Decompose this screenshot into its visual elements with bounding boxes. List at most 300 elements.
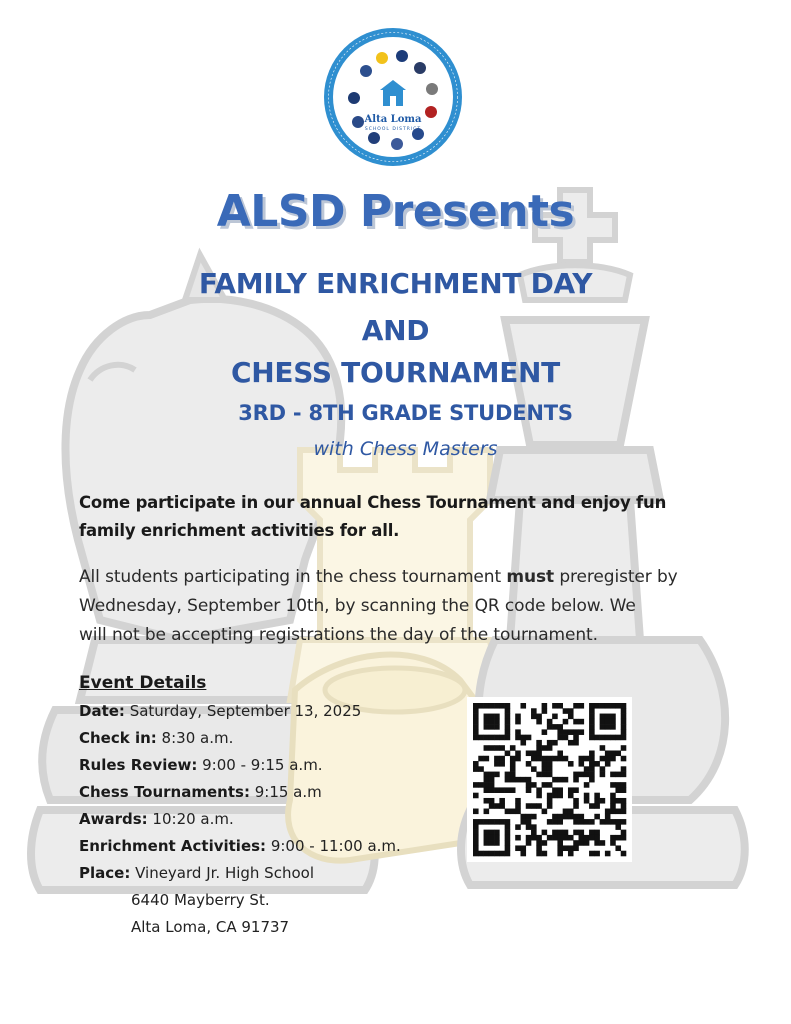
qr-module xyxy=(589,777,595,783)
qr-module xyxy=(484,724,490,730)
qr-module xyxy=(515,735,521,741)
qr-module xyxy=(542,809,548,815)
qr-module xyxy=(557,851,563,857)
qr-module xyxy=(478,851,484,857)
qr-module xyxy=(579,729,585,735)
qr-module xyxy=(494,735,500,741)
qr-module xyxy=(579,761,585,767)
qr-module xyxy=(531,814,537,820)
detail-value: 8:30 a.m. xyxy=(156,729,234,747)
qr-module xyxy=(594,703,600,709)
paragraph-emphasis: must xyxy=(506,567,555,587)
qr-module xyxy=(573,814,579,820)
qr-module xyxy=(610,798,616,804)
event-details xyxy=(79,673,459,941)
qr-module xyxy=(515,750,521,756)
qr-module xyxy=(505,708,511,714)
qr-module xyxy=(547,756,553,762)
qr-module xyxy=(510,787,516,793)
qr-module xyxy=(494,772,500,778)
qr-module xyxy=(605,814,611,820)
qr-module xyxy=(568,708,574,714)
qr-module xyxy=(484,719,490,725)
qr-module xyxy=(473,761,479,767)
qr-module xyxy=(473,714,479,720)
detail-label: Place: xyxy=(79,864,131,882)
qr-module xyxy=(478,766,484,772)
qr-module xyxy=(542,766,548,772)
qr-module xyxy=(484,819,490,825)
detail-label: Chess Tournaments: xyxy=(79,783,250,801)
qr-module xyxy=(510,809,516,815)
qr-module xyxy=(605,761,611,767)
qr-module xyxy=(615,782,621,788)
qr-module xyxy=(547,782,553,788)
paragraph-line-3: will not be accepting registrations the day of the tournament. xyxy=(79,625,598,645)
qr-module xyxy=(520,819,526,825)
qr-module xyxy=(552,819,558,825)
qr-module xyxy=(594,803,600,809)
qr-module xyxy=(489,777,495,783)
qr-module xyxy=(489,782,495,788)
qr-module xyxy=(568,845,574,851)
qr-module xyxy=(557,729,563,735)
qr-module xyxy=(600,819,606,825)
qr-module xyxy=(589,724,595,730)
qr-module xyxy=(573,740,579,746)
qr-module xyxy=(547,793,553,799)
qr-module xyxy=(621,724,627,730)
qr-module xyxy=(484,809,490,815)
qr-module xyxy=(568,809,574,815)
qr-module xyxy=(589,835,595,841)
qr-module xyxy=(584,835,590,841)
qr-module xyxy=(494,756,500,762)
qr-module xyxy=(547,798,553,804)
qr-module xyxy=(547,835,553,841)
qr-module xyxy=(547,803,553,809)
qr-module xyxy=(547,740,553,746)
qr-module xyxy=(542,761,548,767)
qr-module xyxy=(610,782,616,788)
detail-value: 9:00 - 9:15 a.m. xyxy=(197,756,323,774)
qr-module xyxy=(568,714,574,720)
qr-module xyxy=(589,819,595,825)
qr-module xyxy=(600,719,606,725)
qr-module xyxy=(531,830,537,836)
qr-module xyxy=(515,835,521,841)
qr-module xyxy=(473,793,479,799)
qr-module xyxy=(542,729,548,735)
qr-module xyxy=(494,803,500,809)
qr-module xyxy=(610,840,616,846)
qr-module xyxy=(531,782,537,788)
qr-module xyxy=(494,830,500,836)
detail-enrichment-activities xyxy=(79,833,459,860)
qr-module xyxy=(573,729,579,735)
qr-module xyxy=(557,819,563,825)
qr-module xyxy=(505,724,511,730)
qr-module xyxy=(563,809,569,815)
qr-module xyxy=(615,809,621,815)
qr-module xyxy=(563,729,569,735)
qr-module xyxy=(568,729,574,735)
qr-module xyxy=(484,798,490,804)
qr-module xyxy=(605,750,611,756)
qr-module xyxy=(610,803,616,809)
qr-module xyxy=(505,719,511,725)
qr-module xyxy=(557,835,563,841)
detail-rules-review xyxy=(79,752,459,779)
qr-module xyxy=(489,851,495,857)
qr-module xyxy=(615,703,621,709)
qr-module xyxy=(615,835,621,841)
qr-module xyxy=(621,719,627,725)
qr-module xyxy=(489,830,495,836)
qr-module xyxy=(536,787,542,793)
qr-module xyxy=(579,840,585,846)
qr-module xyxy=(568,793,574,799)
qr-module xyxy=(505,750,511,756)
qr-module xyxy=(526,824,532,830)
qr-module xyxy=(542,756,548,762)
qr-module xyxy=(536,750,542,756)
qr-module xyxy=(621,798,627,804)
qr-module xyxy=(557,735,563,741)
qr-module xyxy=(473,719,479,725)
qr-module xyxy=(515,809,521,815)
qr-module xyxy=(478,735,484,741)
qr-module xyxy=(552,814,558,820)
qr-module xyxy=(621,835,627,841)
qr-module xyxy=(531,803,537,809)
qr-module xyxy=(520,777,526,783)
qr-module xyxy=(621,787,627,793)
qr-module xyxy=(557,750,563,756)
qr-module xyxy=(515,824,521,830)
qr-module xyxy=(473,782,479,788)
qr-module xyxy=(584,819,590,825)
qr-module xyxy=(605,756,611,762)
qr-module xyxy=(505,777,511,783)
qr-module xyxy=(473,830,479,836)
qr-module xyxy=(594,761,600,767)
qr-module xyxy=(484,830,490,836)
qr-module xyxy=(584,793,590,799)
qr-module xyxy=(552,756,558,762)
qr-module xyxy=(621,756,627,762)
qr-module xyxy=(484,840,490,846)
qr-module xyxy=(542,840,548,846)
qr-module xyxy=(531,766,537,772)
qr-module xyxy=(584,772,590,778)
qr-module xyxy=(478,703,484,709)
qr-module xyxy=(478,819,484,825)
qr-module xyxy=(489,719,495,725)
qr-module xyxy=(547,772,553,778)
qr-module xyxy=(505,824,511,830)
qr-module xyxy=(489,735,495,741)
qr-module xyxy=(573,719,579,725)
qr-module xyxy=(505,787,511,793)
detail-label: Enrichment Activities: xyxy=(79,837,267,855)
qr-module xyxy=(589,830,595,836)
qr-module xyxy=(499,735,505,741)
qr-module xyxy=(563,735,569,741)
qr-module xyxy=(473,824,479,830)
qr-module xyxy=(605,724,611,730)
qr-module xyxy=(494,703,500,709)
qr-module xyxy=(600,714,606,720)
detail-value: Saturday, September 13, 2025 xyxy=(124,702,362,720)
qr-module xyxy=(484,745,490,751)
qr-module xyxy=(589,851,595,857)
qr-module xyxy=(499,761,505,767)
qr-module xyxy=(568,851,574,857)
qr-module xyxy=(579,830,585,836)
qr-module xyxy=(547,766,553,772)
qr-module xyxy=(536,840,542,846)
qr-module xyxy=(526,787,532,793)
qr-module xyxy=(579,835,585,841)
qr-module xyxy=(589,803,595,809)
address-line-1: 6440 Mayberry St. xyxy=(131,891,270,909)
qr-module xyxy=(489,787,495,793)
qr-module xyxy=(505,729,511,735)
qr-module xyxy=(563,845,569,851)
qr-module xyxy=(605,809,611,815)
qr-module xyxy=(484,782,490,788)
qr-module xyxy=(489,798,495,804)
qr-module xyxy=(526,835,532,841)
qr-module xyxy=(531,708,537,714)
qr-module xyxy=(621,714,627,720)
qr-module xyxy=(610,756,616,762)
qr-module xyxy=(499,703,505,709)
qr-module xyxy=(510,745,516,751)
qr-module xyxy=(505,703,511,709)
qr-module xyxy=(489,745,495,751)
qr-module xyxy=(600,724,606,730)
qr-module xyxy=(579,756,585,762)
qr-module xyxy=(520,735,526,741)
qr-module xyxy=(605,714,611,720)
qr-module xyxy=(484,787,490,793)
qr-module xyxy=(515,803,521,809)
qr-module xyxy=(557,840,563,846)
qr-module xyxy=(615,735,621,741)
heading-line-3: CHESS TOURNAMENT xyxy=(231,356,560,389)
qr-module xyxy=(505,735,511,741)
qr-module xyxy=(515,719,521,725)
qr-module xyxy=(505,714,511,720)
qr-module xyxy=(526,777,532,783)
qr-module xyxy=(499,756,505,762)
qr-module xyxy=(536,745,542,751)
grade-range: 3RD - 8TH GRADE STUDENTS xyxy=(238,401,573,425)
qr-module xyxy=(563,835,569,841)
page-title: ALSD Presents xyxy=(216,186,575,237)
qr-module xyxy=(505,830,511,836)
qr-module xyxy=(478,756,484,762)
qr-module xyxy=(494,819,500,825)
subtitle: with Chess Masters xyxy=(313,438,498,460)
qr-module xyxy=(494,724,500,730)
qr-module xyxy=(573,703,579,709)
qr-module xyxy=(520,845,526,851)
qr-module xyxy=(484,714,490,720)
qr-module xyxy=(584,756,590,762)
qr-module xyxy=(621,772,627,778)
qr-module xyxy=(510,761,516,767)
qr-module xyxy=(579,814,585,820)
qr-module xyxy=(552,703,558,709)
qr-module xyxy=(473,819,479,825)
qr-module xyxy=(520,814,526,820)
qr-module xyxy=(600,703,606,709)
detail-awards xyxy=(79,806,459,833)
qr-module xyxy=(615,845,621,851)
qr-module xyxy=(499,745,505,751)
qr-module xyxy=(510,777,516,783)
logo-subtitle: SCHOOL DISTRICT xyxy=(364,127,422,132)
qr-module xyxy=(484,735,490,741)
qr-module xyxy=(589,766,595,772)
qr-module xyxy=(573,845,579,851)
qr-module xyxy=(473,809,479,815)
qr-module xyxy=(615,798,621,804)
qr-module xyxy=(489,703,495,709)
qr-module xyxy=(573,803,579,809)
intro-line-2: family enrichment activities for all. xyxy=(79,521,400,540)
qr-module xyxy=(610,714,616,720)
intro-line-1: Come participate in our annual Chess Tournament and enjoy fun xyxy=(79,493,667,512)
qr-module xyxy=(552,830,558,836)
qr-module xyxy=(499,851,505,857)
qr-module xyxy=(557,724,563,730)
qr-module xyxy=(584,766,590,772)
qr-module xyxy=(621,819,627,825)
qr-module xyxy=(526,735,532,741)
qr-module xyxy=(557,830,563,836)
qr-module xyxy=(526,803,532,809)
qr-module xyxy=(605,851,611,857)
qr-module xyxy=(610,724,616,730)
qr-module xyxy=(568,814,574,820)
qr-module xyxy=(542,782,548,788)
qr-module xyxy=(552,787,558,793)
detail-date xyxy=(79,698,459,725)
qr-module xyxy=(536,851,542,857)
qr-module xyxy=(605,735,611,741)
qr-module xyxy=(489,724,495,730)
qr-module xyxy=(520,703,526,709)
qr-module xyxy=(547,819,553,825)
qr-module xyxy=(621,766,627,772)
paragraph-line-1-suffix: preregister by xyxy=(554,567,678,587)
qr-module xyxy=(610,750,616,756)
qr-module xyxy=(531,750,537,756)
qr-module xyxy=(515,714,521,720)
detail-place xyxy=(79,860,459,887)
detail-value: 9:00 - 11:00 a.m. xyxy=(266,837,401,855)
qr-module xyxy=(505,809,511,815)
detail-label: Awards: xyxy=(79,810,148,828)
qr-module xyxy=(589,761,595,767)
qr-module xyxy=(621,703,627,709)
qr-module xyxy=(610,735,616,741)
qr-module xyxy=(494,745,500,751)
qr-module xyxy=(563,756,569,762)
qr-module xyxy=(589,729,595,735)
intro-text xyxy=(79,489,699,545)
qr-module xyxy=(589,703,595,709)
qr-module xyxy=(515,845,521,851)
qr-module xyxy=(589,772,595,778)
paragraph-line-2: Wednesday, September 10th, by scanning the QR code below. We xyxy=(79,596,636,616)
qr-module xyxy=(542,708,548,714)
registration-paragraph xyxy=(79,563,729,650)
qr-module xyxy=(600,745,606,751)
qr-module xyxy=(510,756,516,762)
qr-module xyxy=(610,772,616,778)
qr-module xyxy=(484,756,490,762)
registration-qr-code[interactable] xyxy=(467,697,632,862)
qr-code-icon xyxy=(467,697,632,862)
qr-module xyxy=(600,756,606,762)
qr-module xyxy=(552,740,558,746)
qr-module xyxy=(589,714,595,720)
qr-module xyxy=(579,719,585,725)
qr-module xyxy=(552,777,558,783)
qr-module xyxy=(484,835,490,841)
qr-module xyxy=(494,840,500,846)
qr-module xyxy=(542,851,548,857)
qr-module xyxy=(473,835,479,841)
qr-module xyxy=(499,819,505,825)
qr-module xyxy=(526,819,532,825)
qr-module xyxy=(542,772,548,778)
qr-module xyxy=(557,814,563,820)
qr-module xyxy=(605,703,611,709)
qr-module xyxy=(547,761,553,767)
detail-label: Check in: xyxy=(79,729,157,747)
paragraph-prefix: All students participating in the chess tournament xyxy=(79,567,507,587)
qr-module xyxy=(563,830,569,836)
qr-module xyxy=(600,840,606,846)
qr-module xyxy=(621,809,627,815)
qr-module xyxy=(536,756,542,762)
qr-module xyxy=(621,830,627,836)
qr-module xyxy=(568,761,574,767)
qr-module xyxy=(484,772,490,778)
qr-module xyxy=(615,772,621,778)
qr-module xyxy=(579,703,585,709)
qr-module xyxy=(594,830,600,836)
detail-check-in xyxy=(79,725,459,752)
qr-module xyxy=(484,703,490,709)
qr-module xyxy=(568,740,574,746)
qr-module xyxy=(473,703,479,709)
qr-module xyxy=(536,719,542,725)
qr-module xyxy=(584,798,590,804)
qr-module xyxy=(489,714,495,720)
qr-module xyxy=(568,787,574,793)
qr-module xyxy=(547,724,553,730)
qr-module xyxy=(610,809,616,815)
qr-module xyxy=(536,845,542,851)
qr-module xyxy=(615,750,621,756)
